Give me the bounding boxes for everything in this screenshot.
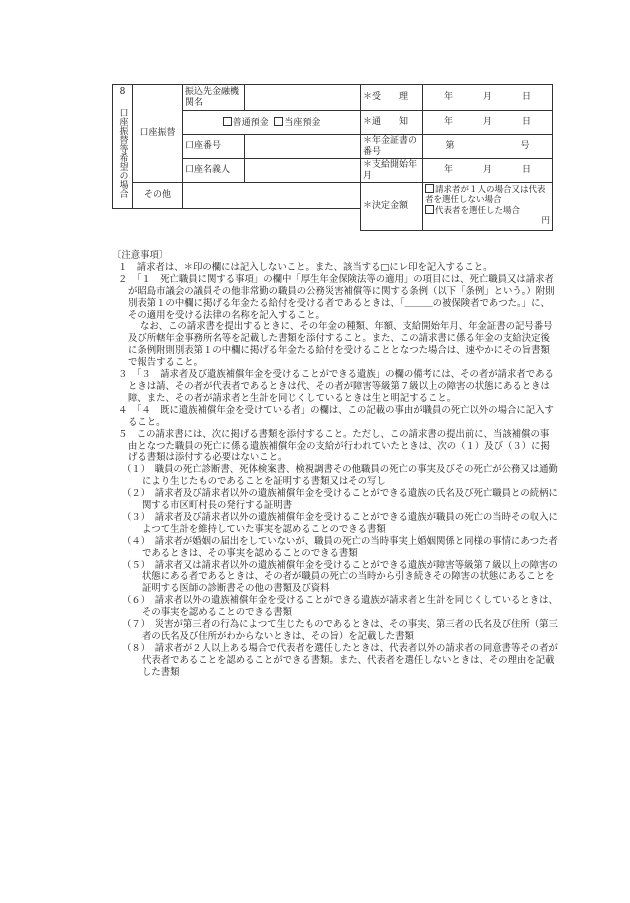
account-number-label: 口座番号: [183, 135, 245, 159]
section-label: 口座振替等希望の場合: [117, 108, 128, 198]
notes-section: [112, 250, 558, 679]
notice-label: ＊通 知: [361, 111, 423, 135]
note-5-item-6: （６） 請求者以外の遺族補償年金を受けることができる遺族が請求者と生計を同じくしているときは、その事実を認めることのできる書類: [122, 595, 558, 619]
note-5-item-4: （４） 請求者が婚姻の届出をしていないが、職員の死亡の当時事実上婚姻関係と同様の事情にあつた者であるときは、その事実を認めることのできる書類: [122, 535, 558, 559]
other-label: その他: [133, 183, 183, 209]
yen-unit: 円: [541, 216, 550, 226]
bank-name-label: 振込先金融機関名: [183, 85, 245, 111]
decision-amount-field: 請求者が１人の場合又は代表者を選任しない場合 代表者を選任した場合 円: [423, 183, 553, 231]
note-3: ３ 「３ 請求者及び遺族補償年金を受けることができる遺族」の欄の備考には、その者が請求者であるときは請、その者が代表者であるときは代、その者が障害等級第７級以上の障害の状態にあるときは障、また、その者が請求者と生計を同じくしているときは生と明記すること。: [118, 369, 554, 404]
other-field[interactable]: [183, 183, 361, 209]
note-5-item-2: （２） 請求者及び請求者以外の遺族補償年金を受けることができる遺族の氏名及び死亡職員との続柄に関する市区町村長の発行する証明書: [122, 488, 558, 512]
account-holder-label: 口座名義人: [183, 159, 245, 183]
note-1: １ 請求者は、＊印の欄には記入しないこと。また、該当する□にレ印を記入すること。: [118, 261, 493, 273]
checkbox-single-claimant[interactable]: [425, 184, 434, 193]
account-transfer-label: 口座振替: [133, 85, 183, 183]
note-5-item-5: （５） 請求者又は請求者以外の遺族補償年金を受けることができる遺族が障害等級第７級以上の障害の状態にある者であるときは、その者が職員の死亡の当時から引き続きその障害の状態にあることを証明する医師の診断書その他の書類及び資料: [122, 559, 558, 595]
pension-cert-label: ＊年金証書の番号: [361, 135, 423, 159]
notice-date[interactable]: 年 月 日: [423, 111, 553, 135]
note-2-continued: なお、この請求書を提出するときに、その年金の種類、年額、支給開始年月、年金証書の記号番号及び所轄年金事務所名等を記載した書類を添付すること。また、この請求書に係る年金の支給決定後に条例附則別表第１の中欄に掲げる年金たる給付を受けることとなつた場合は、速やかにその旨書類で報告すること。: [128, 321, 553, 369]
note-2: ２ 「１ 死亡職員に関する事項」の欄中「厚生年金保険法等の適用」の項目には、死亡職員又は請求者が昭島市議会の議員その他非常勤の職員の公務災害補償等に関する条例（以下「条例」という。）附則別表第１の中欄に掲げる年金たる給付を受ける者であるときは、「＿＿＿の被保険者であつた。」に、その適用を受ける法律の名称を記入すること。: [118, 273, 555, 321]
note-5: ５ この請求書には、次に掲げる書類を添付すること。ただし、この請求書の提出前に、当該補償の事由となつた職員の死亡に係る遺族補償年金の支給が行われていたときは、次の（１）及び（３）に掲げる書類は添付する必要はないこと。: [118, 428, 550, 464]
row-number: 8: [119, 87, 126, 97]
note-5-item-1: （１） 職員の死亡診断書、死体検案書、検視調書その他職員の死亡の事実及びその死亡が公務又は通勤により生じたものであることを証明する書類又はその写し: [122, 464, 558, 488]
section-8-cell: [113, 85, 133, 209]
receipt-date[interactable]: 年 月 日: [423, 85, 553, 111]
deposit-type-row: 普通預金 当座預金: [183, 111, 361, 135]
pension-start-date[interactable]: 年 月 日: [423, 159, 553, 183]
pension-start-label: ＊支給開始年 月: [361, 159, 423, 183]
note-4: ４ 「４ 既に遺族補償年金を受けている者」の欄は、この記載の事由が職員の死亡以外の場合に記入すること。: [118, 404, 554, 428]
receipt-label: ＊受 理: [361, 85, 423, 111]
notes-heading: 〔注意事項〕: [112, 250, 169, 261]
pension-cert-field[interactable]: 第 号: [423, 135, 553, 159]
note-5-item-7: （７） 災害が第三者の行為によつて生じたものであるときは、その事実、第三者の氏名及び住所（第三者の氏名及び住所がわからないときは、その旨）を記載した書類: [122, 619, 558, 642]
account-number-field[interactable]: [245, 135, 361, 159]
account-holder-field[interactable]: [245, 159, 361, 183]
note-5-item-3: （３） 請求者及び請求者以外の遺族補償年金を受けることができる遺族が職員の死亡の当時その収入によつて生計を維持していた事実を認めることのできる書類: [122, 511, 558, 535]
decision-amount-label: ＊決定金額: [361, 183, 423, 231]
note-5-item-8: （８） 請求者が２人以上ある場合で代表者を選任したときは、代表者以外の請求者の同意書等その者が代表者であることを認めることができる書類。また、代表者を選任しないときは、その理由を記載した書類: [122, 642, 558, 678]
account-transfer-form: [112, 84, 553, 231]
checkbox-current[interactable]: [274, 117, 283, 126]
checkbox-representative[interactable]: [425, 205, 434, 214]
checkbox-ordinary[interactable]: [223, 117, 232, 126]
bank-name-field[interactable]: [245, 85, 361, 111]
